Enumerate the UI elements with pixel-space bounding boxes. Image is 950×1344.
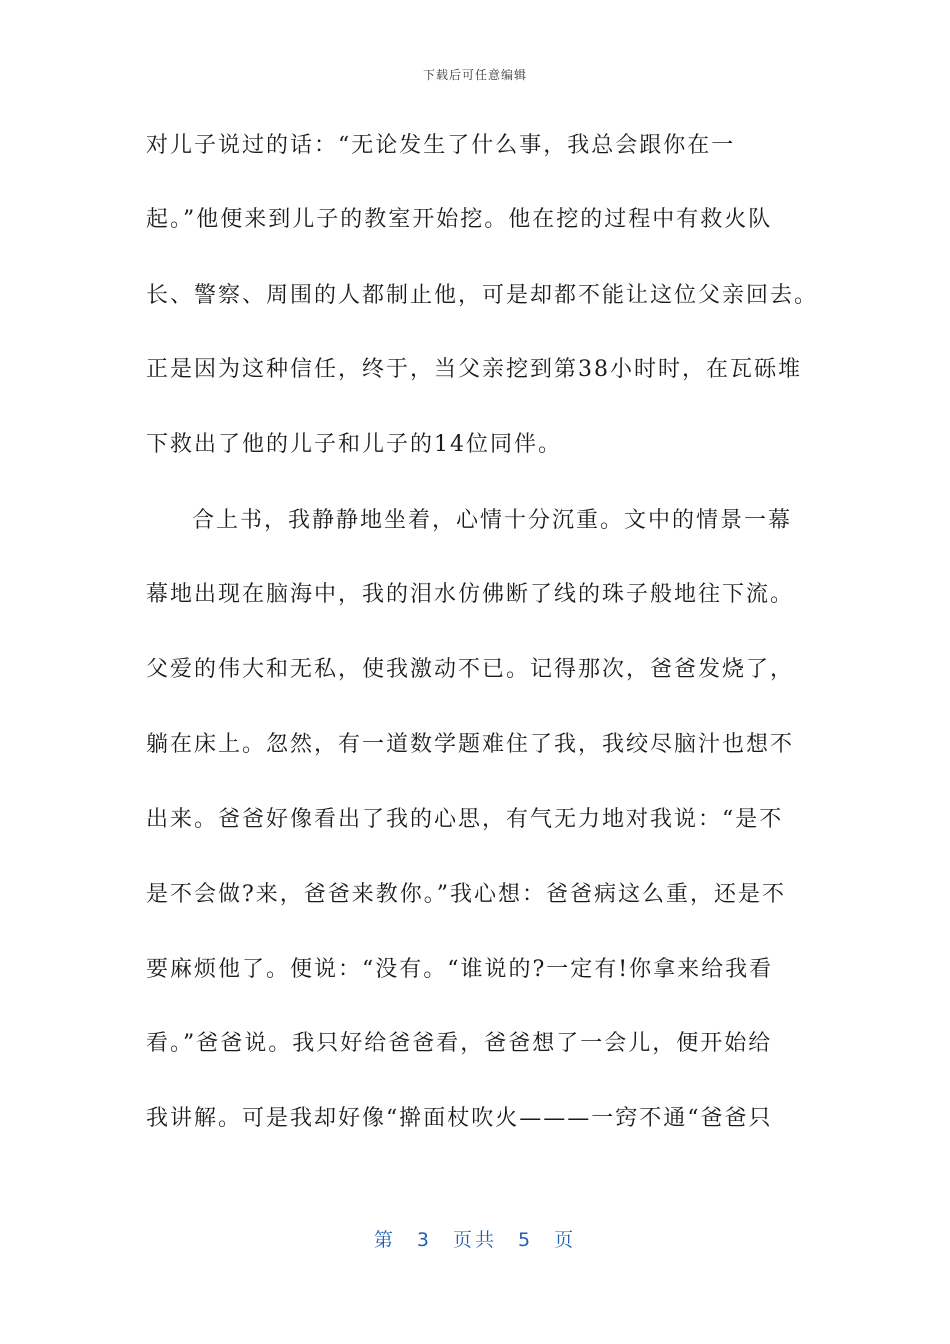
text-line: 父爱的伟大和无私，使我激动不已。记得那次，爸爸发烧了， — [146, 657, 795, 682]
text-line: 对儿子说过的话：“无论发生了什么事，我总会跟你在一 — [146, 133, 736, 158]
text-line: 长、警察、周围的人都制止他，可是却都不能让这位父亲回去。 — [146, 283, 819, 308]
text-line: 下救出了他的儿子和儿子的14位同伴。 — [146, 432, 562, 457]
page-number-footer: 第 3 页共 5 页 — [373, 1229, 577, 1251]
paragraph-start-line: 合上书，我静静地坐着，心情十分沉重。文中的情景一幕 — [192, 508, 793, 533]
text-line: 是不会做?来，爸爸来教你。”我心想：爸爸病这么重，还是不 — [146, 882, 787, 907]
text-line: 看。”爸爸说。我只好给爸爸看，爸爸想了一会儿，便开始给 — [146, 1031, 773, 1056]
page-header: 下载后可任意编辑 — [422, 68, 527, 82]
text-line: 幕地出现在脑海中，我的泪水仿佛断了线的珠子般地往下流。 — [146, 582, 795, 607]
text-line: 躺在床上。忽然，有一道数学题难住了我，我绞尽脑汁也想不 — [146, 732, 795, 757]
text-line: 我讲解。可是我却好像“擀面杖吹火———一窍不通“爸爸只 — [146, 1106, 773, 1131]
text-line: 要麻烦他了。便说：“没有。“谁说的?一定有!你拿来给我看 — [146, 957, 774, 982]
text-line: 起。”他便来到儿子的教室开始挖。他在挖的过程中有救火队 — [146, 207, 773, 232]
text-line: 正是因为这种信任，终于，当父亲挖到第38小时时，在瓦砾堆 — [146, 357, 802, 382]
text-line: 出来。爸爸好像看出了我的心思，有气无力地对我说：“是不 — [146, 807, 784, 832]
